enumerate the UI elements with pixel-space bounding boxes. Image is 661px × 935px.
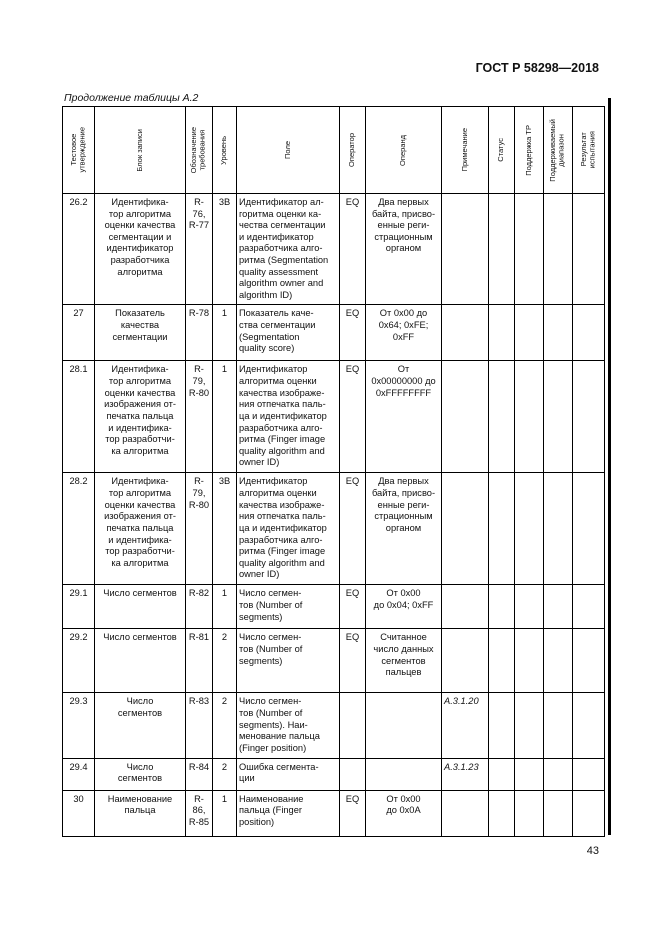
cell-note: А.3.1.23 bbox=[442, 758, 489, 790]
cell-note bbox=[442, 305, 489, 361]
cell-note bbox=[442, 473, 489, 585]
cell-block: Число сегментов bbox=[95, 585, 186, 629]
cell-block: Число сегментов bbox=[95, 629, 186, 693]
cell-operator: EQ bbox=[340, 194, 366, 305]
table-row bbox=[63, 585, 605, 629]
cell-tp-support bbox=[515, 790, 544, 836]
cell-level: 2 bbox=[213, 758, 237, 790]
cell-id: 28.1 bbox=[63, 361, 95, 473]
cell-level: 1 bbox=[213, 361, 237, 473]
table-row bbox=[63, 194, 605, 305]
cell-requirement: R-79, R-80 bbox=[186, 473, 213, 585]
table-row bbox=[63, 305, 605, 361]
cell-range bbox=[544, 361, 573, 473]
cell-level: 1 bbox=[213, 305, 237, 361]
cell-id: 28.2 bbox=[63, 473, 95, 585]
cell-requirement: R-83 bbox=[186, 693, 213, 758]
table-row bbox=[63, 629, 605, 693]
cell-result bbox=[573, 473, 605, 585]
cell-tp-support bbox=[515, 585, 544, 629]
cell-id: 29.1 bbox=[63, 585, 95, 629]
cell-block: Идентифика- тор алгоритма оценки качества сегментации и идентификатор разработчика алгоритма bbox=[95, 194, 186, 305]
cell-operator: EQ bbox=[340, 361, 366, 473]
cell-operand: От 0x00000000 до 0xFFFFFFFF bbox=[366, 361, 442, 473]
col-header-operand: Операнд bbox=[366, 107, 442, 194]
cell-range bbox=[544, 693, 573, 758]
table-header-row bbox=[63, 107, 605, 194]
cell-operator bbox=[340, 693, 366, 758]
cell-note: А.3.1.20 bbox=[442, 693, 489, 758]
table-row bbox=[63, 361, 605, 473]
cell-field: Ошибка сегмента- ции bbox=[237, 758, 340, 790]
cell-block: Показатель качества сегментации bbox=[95, 305, 186, 361]
col-header-tp-support: Поддержка ТР bbox=[515, 107, 544, 194]
cell-block: Число сегментов bbox=[95, 693, 186, 758]
cell-status bbox=[489, 693, 515, 758]
cell-field: Число сегмен- тов (Number of segments) bbox=[237, 629, 340, 693]
cell-operator: EQ bbox=[340, 305, 366, 361]
col-header-operator: Оператор bbox=[340, 107, 366, 194]
cell-tp-support bbox=[515, 305, 544, 361]
col-header-status: Статус bbox=[489, 107, 515, 194]
table-row bbox=[63, 758, 605, 790]
cell-range bbox=[544, 758, 573, 790]
cell-status bbox=[489, 585, 515, 629]
cell-operator: EQ bbox=[340, 790, 366, 836]
cell-result bbox=[573, 758, 605, 790]
cell-operand bbox=[366, 693, 442, 758]
col-header-test-result: Результат испытания bbox=[573, 107, 605, 194]
cell-result bbox=[573, 585, 605, 629]
cell-block: Идентифика- тор алгоритма оценки качества изображения от- печатка пальца и идентифика- тор разработчи- ка алгоритма bbox=[95, 361, 186, 473]
cell-result bbox=[573, 194, 605, 305]
cell-level: 3В bbox=[213, 194, 237, 305]
cell-block: Идентифика- тор алгоритма оценки качества изображения от- печатка пальца и идентифика- тор разработчи- ка алгоритма bbox=[95, 473, 186, 585]
cell-requirement: R-82 bbox=[186, 585, 213, 629]
cell-status bbox=[489, 361, 515, 473]
cell-operand: Считанное число данных сегментов пальцев bbox=[366, 629, 442, 693]
cell-operand: От 0x00 до 0x64; 0xFE; 0xFF bbox=[366, 305, 442, 361]
cell-range bbox=[544, 305, 573, 361]
cell-tp-support bbox=[515, 361, 544, 473]
cell-operand bbox=[366, 758, 442, 790]
cell-operand: От 0x00 до 0x04; 0xFF bbox=[366, 585, 442, 629]
cell-field: Идентификатор алгоритма оценки качества изображе- ния отпечатка паль- ца и идентификатор разработчика алго- ритма (Finger image quality algorithm and owner ID) bbox=[237, 361, 340, 473]
cell-field: Число сегмен- тов (Number of segments). Наи- менование пальца (Finger position) bbox=[237, 693, 340, 758]
cell-level: 1 bbox=[213, 790, 237, 836]
cell-status bbox=[489, 305, 515, 361]
col-header-field: Поле bbox=[237, 107, 340, 194]
table-row bbox=[63, 693, 605, 758]
cell-tp-support bbox=[515, 693, 544, 758]
cell-field: Идентификатор ал- горитма оценки ка- чества сегментации и идентификатор разработчика алго- ритма (Segmentation quality assessment algorithm owner and algorithm ID) bbox=[237, 194, 340, 305]
cell-requirement: R-76, R-77 bbox=[186, 194, 213, 305]
margin-rule bbox=[608, 98, 611, 835]
cell-tp-support bbox=[515, 473, 544, 585]
cell-range bbox=[544, 585, 573, 629]
cell-operator: EQ bbox=[340, 629, 366, 693]
cell-block: Число сегментов bbox=[95, 758, 186, 790]
cell-note bbox=[442, 585, 489, 629]
cell-requirement: R-86, R-85 bbox=[186, 790, 213, 836]
col-header-level: Уровень bbox=[213, 107, 237, 194]
cell-range bbox=[544, 790, 573, 836]
cell-id: 27 bbox=[63, 305, 95, 361]
cell-status bbox=[489, 758, 515, 790]
cell-id: 29.2 bbox=[63, 629, 95, 693]
cell-range bbox=[544, 194, 573, 305]
col-header-supported-range: Поддерживаемый диапазон bbox=[544, 107, 573, 194]
table-row bbox=[63, 473, 605, 585]
cell-result bbox=[573, 361, 605, 473]
cell-operand: От 0x00 до 0x0A bbox=[366, 790, 442, 836]
test-assertions-table bbox=[62, 106, 605, 837]
table-row bbox=[63, 790, 605, 836]
cell-id: 30 bbox=[63, 790, 95, 836]
cell-range bbox=[544, 629, 573, 693]
cell-id: 26.2 bbox=[63, 194, 95, 305]
cell-field: Число сегмен- тов (Number of segments) bbox=[237, 585, 340, 629]
cell-field: Показатель каче- ства сегментации (Segmentation quality score) bbox=[237, 305, 340, 361]
cell-level: 2 bbox=[213, 629, 237, 693]
cell-level: 2 bbox=[213, 693, 237, 758]
cell-id: 29.4 bbox=[63, 758, 95, 790]
cell-field: Идентификатор алгоритма оценки качества изображе- ния отпечатка паль- ца и идентификатор разработчика алго- ритма (Finger image quality algorithm and owner ID) bbox=[237, 473, 340, 585]
cell-result bbox=[573, 629, 605, 693]
cell-status bbox=[489, 790, 515, 836]
cell-requirement: R-79, R-80 bbox=[186, 361, 213, 473]
cell-result bbox=[573, 305, 605, 361]
cell-block: Наименование пальца bbox=[95, 790, 186, 836]
cell-range bbox=[544, 473, 573, 585]
cell-operand: Два первых байта, присво- енные реги- страционным органом bbox=[366, 473, 442, 585]
cell-result bbox=[573, 790, 605, 836]
page-number: 43 bbox=[586, 845, 599, 857]
col-header-test-assertion: Тестовое утверждение bbox=[63, 107, 95, 194]
cell-operator bbox=[340, 758, 366, 790]
cell-id: 29.3 bbox=[63, 693, 95, 758]
cell-result bbox=[573, 693, 605, 758]
cell-level: 3В bbox=[213, 473, 237, 585]
cell-note bbox=[442, 361, 489, 473]
cell-tp-support bbox=[515, 758, 544, 790]
cell-field: Наименование пальца (Finger position) bbox=[237, 790, 340, 836]
cell-note bbox=[442, 194, 489, 305]
cell-operator: EQ bbox=[340, 473, 366, 585]
table-continuation-caption: Продолжение таблицы А.2 bbox=[64, 92, 199, 104]
cell-requirement: R-81 bbox=[186, 629, 213, 693]
col-header-note: Примечание bbox=[442, 107, 489, 194]
cell-note bbox=[442, 790, 489, 836]
cell-operator: EQ bbox=[340, 585, 366, 629]
cell-status bbox=[489, 629, 515, 693]
cell-tp-support bbox=[515, 194, 544, 305]
cell-note bbox=[442, 629, 489, 693]
cell-level: 1 bbox=[213, 585, 237, 629]
standard-number: ГОСТ Р 58298—2018 bbox=[475, 61, 599, 75]
col-header-record-block: Блок записи bbox=[95, 107, 186, 194]
cell-operand: Два первых байта, присво- енные реги- страционным органом bbox=[366, 194, 442, 305]
cell-tp-support bbox=[515, 629, 544, 693]
cell-requirement: R-84 bbox=[186, 758, 213, 790]
cell-status bbox=[489, 473, 515, 585]
cell-requirement: R-78 bbox=[186, 305, 213, 361]
col-header-requirement: Обозначение требования bbox=[186, 107, 213, 194]
cell-status bbox=[489, 194, 515, 305]
